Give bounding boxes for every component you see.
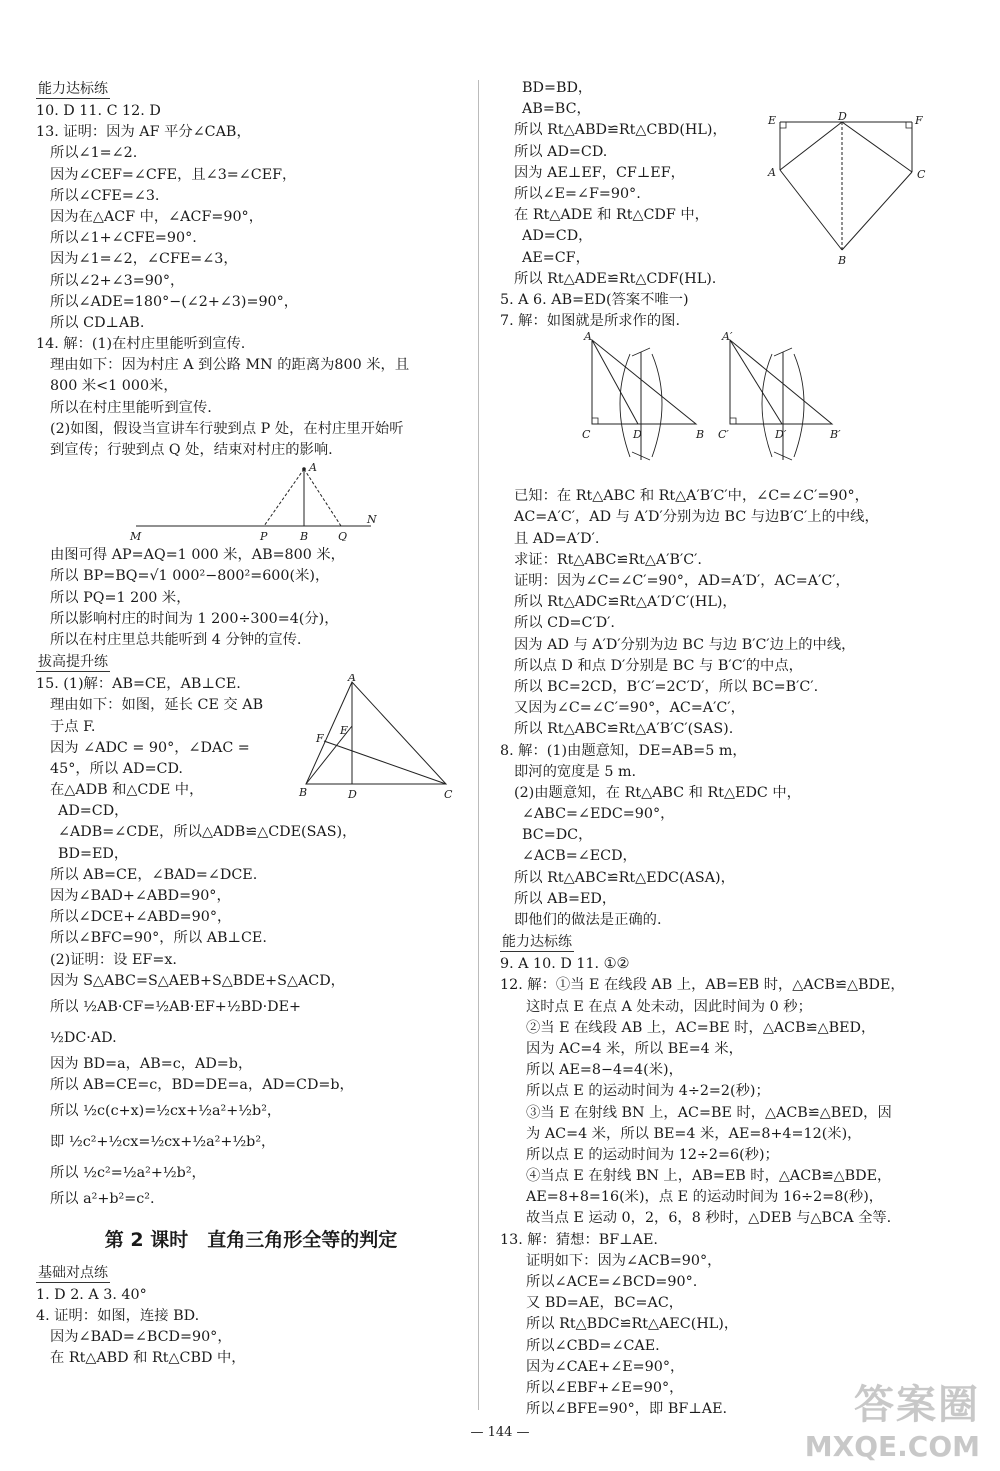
text-line: 即 ½c²+½cx=½cx+½a²+½b²， xyxy=(50,1134,276,1151)
text-line: AB=BC， xyxy=(522,101,591,118)
text-line: 所以 CD=C′D′. xyxy=(514,615,615,632)
text-line: ④当点 E 在射线 BN 上，AB=EB 时，△ACB≌△BDE， xyxy=(526,1168,892,1185)
label-c: C xyxy=(582,428,591,442)
text-line: 求证：Rt△ABC≌Rt△A′B′C′. xyxy=(514,551,702,568)
text-line: 所以∠2+∠3=90°， xyxy=(50,272,185,289)
answer-block xyxy=(36,101,466,461)
label-c: C xyxy=(444,788,453,802)
text-line: 4. 证明：如图，连接 BD. xyxy=(36,1307,200,1324)
text-line: 由图可得 AP=AQ=1 000 米，AB=800 米， xyxy=(50,547,345,564)
text-line: 已知：在 Rt△ABC 和 Rt△A′B′C′中，∠C=∠C′=90°， xyxy=(514,488,869,505)
text-line: AE=CF， xyxy=(522,249,590,266)
figure-village-road xyxy=(36,461,466,545)
text-line: 所以∠1=∠2. xyxy=(50,145,138,162)
text-line: ½DC·AD. xyxy=(50,1029,117,1046)
text-line: 因为 S△ABC=S△AEB+S△BDE+S△ACD， xyxy=(50,972,345,989)
text-line: 因为 AC=4 米，所以 BE=4 米， xyxy=(526,1040,743,1057)
figure-triangle-abc xyxy=(298,674,458,802)
figure-two-right-triangles xyxy=(500,332,960,486)
label-a: A xyxy=(768,166,776,179)
text-line: 所以在村庄里总共能听到 4 分钟的宣传. xyxy=(50,631,302,648)
text-line: 所以 AE=8−4=4(米)， xyxy=(526,1062,683,1079)
text-line: ∠ACB=∠ECD， xyxy=(522,848,637,865)
label-a: A xyxy=(348,674,356,685)
text-line: 因为∠CAE+∠E=90°， xyxy=(526,1358,685,1375)
left-column xyxy=(36,78,466,1369)
text-line: 12. 解：①当 E 在线段 AB 上，AB=EB 时，△ACB≌△BDE， xyxy=(500,977,905,994)
text-line: 所以点 D 和点 D′分别是 BC 与 B′C′的中点， xyxy=(514,657,803,674)
label-p: P xyxy=(260,530,268,542)
text-line: 8. 解：(1)由题意知，DE=AB=5 m， xyxy=(500,742,747,759)
text-line: 7. 解：如图就是所求作的图. xyxy=(500,313,680,330)
text-line: 所以 CD⊥AB. xyxy=(50,314,145,331)
text-line: AC=A′C′，AD 与 A′D′分别为边 BC 与边B′C′上的中线， xyxy=(514,509,879,526)
text-line: 所以∠CBD=∠CAE. xyxy=(526,1337,660,1354)
answer-block xyxy=(500,486,960,931)
text-line: 又因为∠C=∠C′=90°，AC=A′C′， xyxy=(514,700,745,717)
text-line: AD=CD， xyxy=(522,228,593,245)
lesson-title: 第 2 课时 直角三角形全等的判定 xyxy=(104,1228,398,1251)
text-line: 因为∠CEF=∠CFE，且∠3=∠CEF， xyxy=(50,166,297,183)
text-line: 13. 证明：因为 AF 平分∠CAB， xyxy=(36,124,251,141)
text-line: 所以 AD=CD. xyxy=(514,143,608,160)
text-line: 所以影响村庄的时间为 1 200÷300=4(分)， xyxy=(50,610,339,627)
text-line: 所以 Rt△ADE≌Rt△CDF(HL). xyxy=(514,270,717,287)
text-line: (2)如图，假设当宣讲车行驶到点 P 处，在村庄里开始听 xyxy=(50,420,404,437)
text-line: 所以∠E=∠F=90°. xyxy=(514,185,641,202)
text-line: 即他们的做法是正确的. xyxy=(514,912,662,928)
text-line: 10. D 11. C 12. D xyxy=(36,103,161,119)
label-d-prime: D′ xyxy=(775,428,787,442)
text-line: BD=ED， xyxy=(58,845,129,862)
answer-block xyxy=(36,545,466,651)
text-line: 14. 解：(1)在村庄里能听到宣传. xyxy=(36,336,246,353)
text-line: 即河的宽度是 5 m. xyxy=(514,763,637,780)
text-line: 故当点 E 运动 0，2，6，8 秒时，△DEB 与△BCA 全等. xyxy=(526,1210,892,1227)
text-line: 所以∠ADE=180°−(∠2+∠3)=90°， xyxy=(50,293,299,310)
text-line: 所以 Rt△ADC≌Rt△A′D′C′(HL)， xyxy=(514,594,737,611)
label-b: B xyxy=(299,786,308,800)
text-line: BC=DC， xyxy=(522,827,593,844)
watermark-line2: MXQE.COM xyxy=(804,1430,980,1463)
text-line: 所以∠ACE=∠BCD=90°. xyxy=(526,1274,698,1290)
text-line: 所以 PQ=1 200 米， xyxy=(50,589,191,606)
text-line: 所以点 E 的运动时间为 4÷2=2(秒)； xyxy=(526,1083,770,1100)
text-line: (2)证明：设 EF=x. xyxy=(50,951,177,968)
text-line: 9. A 10. D 11. ①② xyxy=(500,956,630,973)
section-heading: 能力达标练 xyxy=(502,934,572,951)
label-c-prime: C′ xyxy=(718,428,729,442)
label-d: D xyxy=(633,428,642,442)
figure-kite-abcd xyxy=(762,110,932,300)
text-line: 所以 AB=CE，∠BAD=∠DCE. xyxy=(50,866,258,883)
text-line: 所以∠EBF+∠E=90°， xyxy=(526,1379,684,1396)
text-line: 因为 ∠ADC = 90°，∠DAC = xyxy=(50,739,250,756)
text-line: 因为∠BAD+∠ABD=90°， xyxy=(50,888,231,904)
text-line: BD=BD， xyxy=(522,80,593,96)
text-line: 所以∠BFC=90°，所以 AB⊥CE. xyxy=(50,930,267,947)
text-line: 于点 F. xyxy=(50,718,96,735)
text-line: AD=CD， xyxy=(58,803,129,820)
text-line: 证明：因为∠C=∠C′=90°，AD=A′D′，AC=A′C′， xyxy=(514,573,850,589)
text-line: 所以在村庄里能听到宣传. xyxy=(50,399,212,416)
text-line: 证明如下：因为∠ACB=90°， xyxy=(526,1252,722,1269)
label-n: N xyxy=(367,513,377,527)
text-line: 45°，所以 AD=CD. xyxy=(50,760,183,777)
text-line: 在 Rt△ABD 和 Rt△CBD 中， xyxy=(50,1350,246,1367)
label-e: E xyxy=(768,114,777,127)
answer-block xyxy=(36,1285,466,1370)
text-line: 所以∠BFE=90°，即 BF⊥AE. xyxy=(526,1401,728,1418)
text-line: 所以 Rt△BDC≌Rt△AEC(HL)， xyxy=(526,1316,739,1333)
text-line: 15. (1)解：AB=CE，AB⊥CE. xyxy=(36,676,241,693)
label-b: B xyxy=(696,428,705,442)
text-line: 且 AD=A′D′. xyxy=(514,530,600,547)
text-line: (2)由题意知，在 Rt△ABC 和 Rt△EDC 中， xyxy=(514,784,801,801)
label-a: A xyxy=(309,461,317,475)
text-line: ②当 E 在线段 AB 上，AC=BE 时，△ACB≌△BED， xyxy=(526,1019,876,1036)
text-line: 800 米<1 000米， xyxy=(50,378,178,395)
text-line: 1. D 2. A 3. 40° xyxy=(36,1286,147,1303)
text-line: 5. A 6. AB=ED(答案不唯一) xyxy=(500,291,689,308)
text-line: 13. 解：猜想：BF⊥AE. xyxy=(500,1231,658,1248)
text-line: 所以 Rt△ABC≌Rt△EDC(ASA)， xyxy=(514,869,735,886)
section-heading: 能力达标练 xyxy=(38,81,108,97)
section-heading: 拔高提升练 xyxy=(38,654,108,671)
text-line: ∠ABC=∠EDC=90°， xyxy=(522,806,675,823)
text-line: 所以∠CFE=∠3. xyxy=(50,187,160,204)
text-line: 所以 ½AB·CF=½AB·EF+½BD·DE+ xyxy=(50,998,302,1015)
text-line: 所以∠1+∠CFE=90°. xyxy=(50,230,197,247)
text-line: 因为∠BAD=∠BCD=90°， xyxy=(50,1328,232,1345)
text-line: 因为 BD=a，AB=c，AD=b， xyxy=(50,1055,253,1072)
text-line: 这时点 E 在点 A 处未动，因此时间为 0 秒； xyxy=(526,998,812,1015)
label-f: F xyxy=(915,114,923,127)
label-b-prime: B′ xyxy=(830,428,841,442)
watermark-line1: 答案圈 xyxy=(854,1382,980,1428)
label-b: B xyxy=(838,254,847,267)
label-f: F xyxy=(316,732,324,746)
text-line: 所以∠DCE+∠ABD=90°， xyxy=(50,909,232,926)
text-line: ③当 E 在射线 BN 上，AC=BE 时，△ACB≌△BED，因 xyxy=(526,1104,892,1121)
label-a: A xyxy=(584,332,592,344)
page-number: — 144 — xyxy=(470,1425,530,1440)
text-line: ∠ADB=∠CDE，所以△ADB≌△CDE(SAS)， xyxy=(58,824,357,841)
label-d: D xyxy=(348,788,357,802)
text-line: 因为在△ACF 中，∠ACF=90°， xyxy=(50,208,263,225)
text-line: 所以 BC=2CD，B′C′=2C′D′，所以 BC=B′C′. xyxy=(514,678,819,695)
text-line: 到宣传；行驶到点 Q 处，结束对村庄的影响. xyxy=(50,442,333,458)
text-line: 所以 a²+b²=c². xyxy=(50,1191,155,1208)
label-d: D xyxy=(838,110,847,123)
text-line: 所以点 E 的运动时间为 12÷2=6(秒)； xyxy=(526,1146,779,1163)
text-line: 理由如下：因为村庄 A 到公路 MN 的距离为800 米，且 xyxy=(50,357,410,374)
text-line: 所以 Rt△ABD≌Rt△CBD(HL)， xyxy=(514,122,727,139)
text-line: 为 AC=4 米，所以 BE=4 米，AE=8+4=12(米)， xyxy=(526,1125,862,1142)
text-line: AE=8+8=16(米)，点 E 的运动时间为 16÷2=8(秒)， xyxy=(526,1189,884,1206)
text-line: 所以 AB=ED， xyxy=(514,890,617,907)
label-m: M xyxy=(130,530,142,542)
answer-block xyxy=(500,954,960,1420)
text-line: 因为 AE⊥EF，CF⊥EF， xyxy=(514,164,685,181)
text-line: 在 Rt△ADE 和 Rt△CDF 中， xyxy=(514,207,709,224)
label-q: Q xyxy=(338,530,348,542)
text-line: 又 BD=AE，BC=AC， xyxy=(526,1295,684,1312)
text-line: 所以 BP=BQ=√1 000²−800²=600(米)， xyxy=(50,568,330,585)
label-b: B xyxy=(300,530,309,542)
text-line: 因为∠1=∠2，∠CFE=∠3， xyxy=(50,251,238,268)
column-divider xyxy=(478,80,479,1410)
text-line: 所以 ½c²=½a²+½b²， xyxy=(50,1165,206,1182)
label-c: C xyxy=(917,168,926,181)
text-line: 理由如下：如图，延长 CE 交 AB xyxy=(50,697,264,714)
text-line: 在△ADB 和△CDE 中， xyxy=(50,782,204,799)
section-heading: 基础对点练 xyxy=(38,1264,108,1281)
text-line: 所以 Rt△ABC≌Rt△A′B′C′(SAS). xyxy=(514,721,734,738)
text-line: 所以 AB=CE=c，BD=DE=a，AD=CD=b， xyxy=(50,1077,354,1094)
text-line: 所以 ½c(c+x)=½cx+½a²+½b²， xyxy=(50,1103,282,1120)
text-line: 因为 AD 与 A′D′分别为边 BC 与边 B′C′边上的中线， xyxy=(514,636,856,653)
label-e: E xyxy=(340,724,349,738)
label-a-prime: A′ xyxy=(722,332,733,344)
watermark-logo xyxy=(805,1373,980,1463)
right-column xyxy=(500,78,960,1420)
